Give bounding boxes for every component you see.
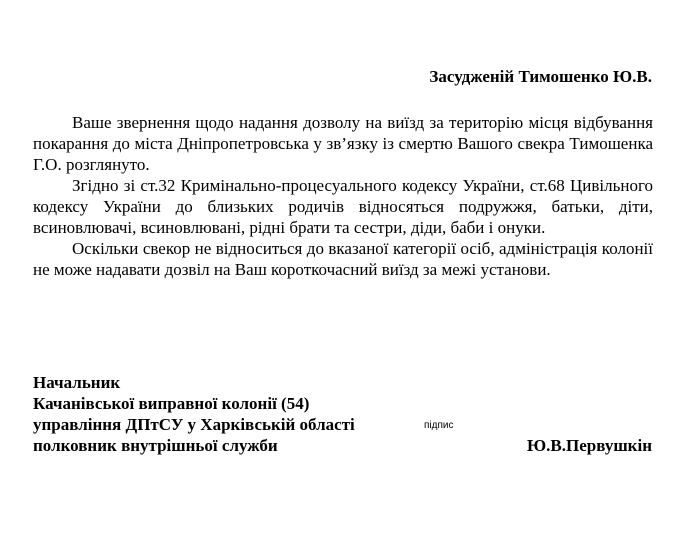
- signature-institution: Качанівської виправної колонії (54): [33, 394, 310, 413]
- addressee: Засудженій Тимошенко Ю.В.: [429, 67, 652, 86]
- signatory-name: Ю.В.Первушкін: [527, 436, 652, 455]
- signature-rank: полковник внутрішньої служби: [33, 436, 278, 455]
- signature-note: підпис: [424, 420, 454, 431]
- paragraph-request: Ваше звернення щодо надання дозволу на виїзд за територію місця відбування покарання до міста Дніпропетровська у зв’язку із смертю Вашого свекра Тимошенка Г.О. розглянуто.: [33, 113, 653, 174]
- signature-department: управління ДПтСУ у Харківській області: [33, 415, 355, 434]
- paragraph-legal-basis: Згідно зі ст.32 Кримінально-процесуального кодексу України, ст.68 Цивільного кодексу України до близьких родичів відносяться подружжя, батьки, діти, всиновлювачі, всиновлювані, рідні брати та сестри, діди, баби і онуки.: [33, 176, 653, 237]
- paragraph-decision: Оскільки свекор не відноситься до вказаної категорії осіб, адміністрація колонії не може надавати дозвіл на Ваш короткочасний виїзд за межі установи.: [33, 239, 653, 279]
- signature-position: Начальник: [33, 373, 121, 392]
- letter-body: [33, 112, 653, 280]
